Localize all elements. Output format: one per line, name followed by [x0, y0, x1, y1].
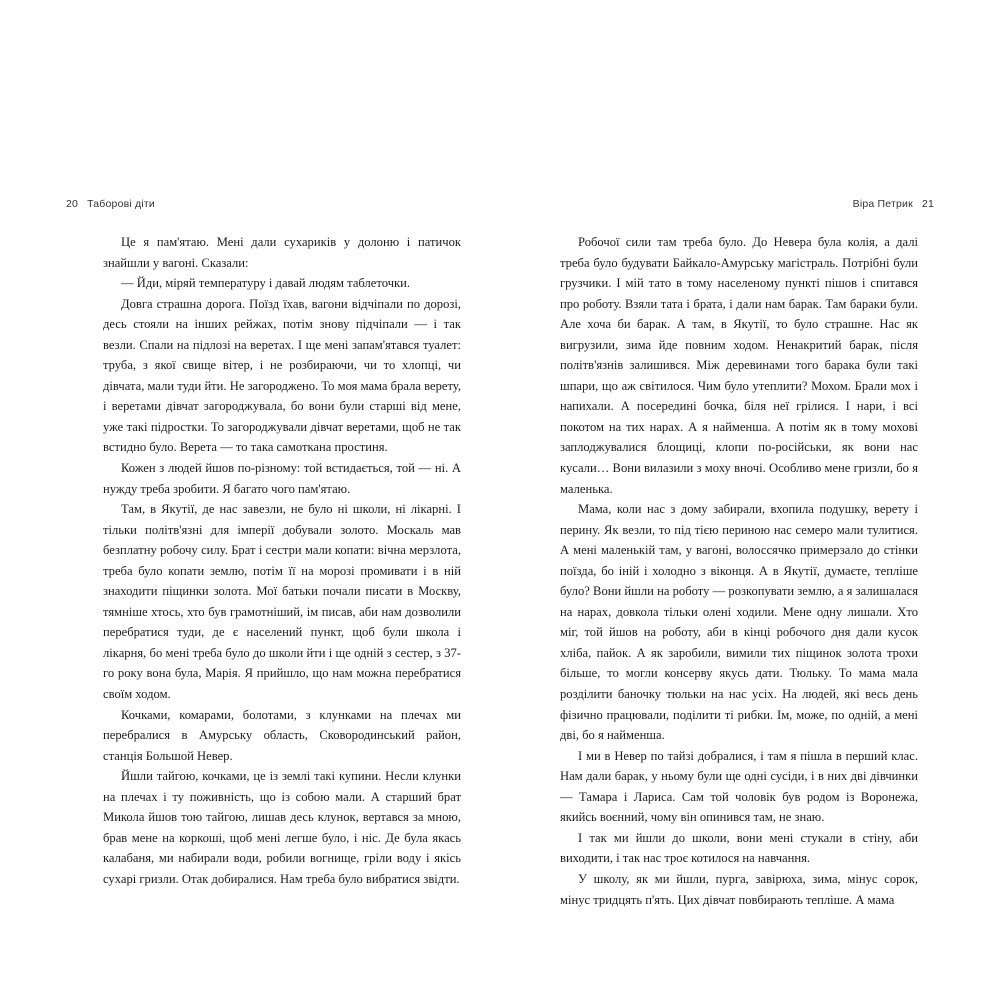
paragraph: Довга страшна дорога. Поїзд їхав, вагони відчіпали по дорозі, десь стояли на інших рейжах, потім знову підчіпали — і так везли. Спали на підлозі на веретах. І ще мені запам'ятався туалет: труба, з якої свище вітер, і не розбираючи, чи то хлопці, чи дівчата, мали туди йти. Не загороджено. То моя мама брала верету, і веретами дівчат загороджувала, бо вони були старші від мене, уже такі підростки. То загороджували дівчат веретами, щоб не так встидно було. Верета — то така самоткана простиня.	[103, 296, 461, 455]
paragraph: Там, в Якутії, де нас завезли, не було ні школи, ні лікарні. І тільки політв'язні для імперії добували золото. Москаль мав безплатну робочу силу. Брат і сестри мали копати: вічна мерзлота, треба було копати землю, потім її на морозі промивати і в ній знаходити піщинки золота. Мої батьки почали писати в Москву, тямніше хтось, хто був грамотніший, ім писав, аби нам дозволили перебратися туди, де є населений пункт, щоб були школа і лікарня, бо мені треба було до школи йти і ще одній з сестер, з 37-го року вона була, Марія. Я прийшло, що нам можна перебратися своїм ходом.	[103, 502, 461, 702]
paragraph: Кожен з людей йшов по-різному: той встидається, той — ні. А нужду треба зробити. Я багато чого пам'ятаю.	[103, 461, 461, 496]
right-running-head	[853, 198, 934, 210]
paragraph: Робочої сили там треба було. До Невера була колія, а далі треба було будувати Байкало-Амурську магістраль. Потрібні були грузчики. І мій тато в тому населеному пункті пішов і спитався про роботу. Взяли тата і брата, і дали нам барак. Там бараки були. Але хоча би барак. А там, в Якутії, то було страшне. Нас як вигрузили, зима йде повним ходом. Ненакритий барак, після політв'язнів залишився. Між деревинами того барака були такі шпари, що аж світилося. Чим було утеплити? Мохом. Брали мох і напихали. А посередині бочка, біля неї грілися. І нари, і всі покотом на тих нарах. А я найменша. А потім як в тому мохові заплоджувалися блощиці, клопи по-російськи, як вони нас кусали… Вони вилазили з моху вночі. Особливо мене гризли, бо я маленька.	[560, 235, 918, 496]
paragraph: І так ми йшли до школи, вони мені стукали в стіну, аби виходити, і так нас троє котилося на навчання.	[560, 830, 918, 866]
paragraph: Мама, коли нас з дому забирали, вхопила подушку, верету і перину. Як везли, то під тією периною нас семеро мали тулитися. А мені маленькій там, у вагоні, волоссячко примерзало до стінки поїзда, бо іній і холодно з віконця. А в Якутії, думаєте, тепліше було? Вони йшли на роботу — розкопувати землю, а я залишалася на нарах, довкола тільки олені ходили. Мене одну лишали. Хто міг, той йшов на роботу, аби в кінці робочого дня дали кусок хліба, пайок. А як заробили, вимили тих піщинок золота трохи більше, то могли консерву якусь дати. Тюльку. То мама мала розділити баночку тюльки на нас усіх. На людей, які весь день фізично працювали, поділити ті рибки. Ім, може, по одній, а мені дві, бо я найменша.	[560, 502, 918, 743]
paragraph: У школу, як ми йшли, пурга, завірюха, зима, мінус сорок, мінус тридцять п'ять. Цих дівчат повбирають тепліше. А мама	[560, 871, 918, 907]
paragraph: Йшли тайгою, кочками, це із землі такі купини. Несли клунки на плечах і ту поживність, що із собою мали. А старший брат Микола йшов тою тайгою, лишав десь клунок, вертався за мною, брав мене на коркоші, щоб мені легше було, і ніс. Де була якась калабаня, ми набирали води, робили вогнище, гріли воду і якісь сухарі гризли. Отак добиралися. Нам треба було вибратися звідти.	[103, 769, 461, 886]
paragraph: — Йди, міряй температуру і давай людям таблеточки.	[121, 276, 411, 291]
right-page-body	[560, 232, 918, 910]
right-running-title: Віра Петрик	[852, 198, 913, 210]
paragraph: Це я пам'ятаю. Мені дали сухариків у долоню і патичок знайшли у вагоні. Сказали:	[103, 235, 461, 270]
left-running-head	[66, 198, 155, 210]
paragraph: Кочками, комарами, болотами, з клунками на плечах ми перебралися в Амурську область, Сковородинський район, станція Большой Невер.	[103, 707, 461, 763]
left-page-number: 20	[66, 198, 79, 210]
left-page-body	[103, 232, 461, 890]
paragraph: І ми в Невер по тайзі добралися, і там я пішла в перший клас. Нам дали барак, у ньому були ще одні сусіди, і в них дві дівчинки — Тамара і Лариса. Сам той чоловік був родом із Воронежа, якийсь воєнний, чому він опинився там, не знаю.	[560, 748, 918, 825]
right-page-number: 21	[921, 198, 934, 210]
left-running-title: Таборові діти	[87, 198, 155, 210]
